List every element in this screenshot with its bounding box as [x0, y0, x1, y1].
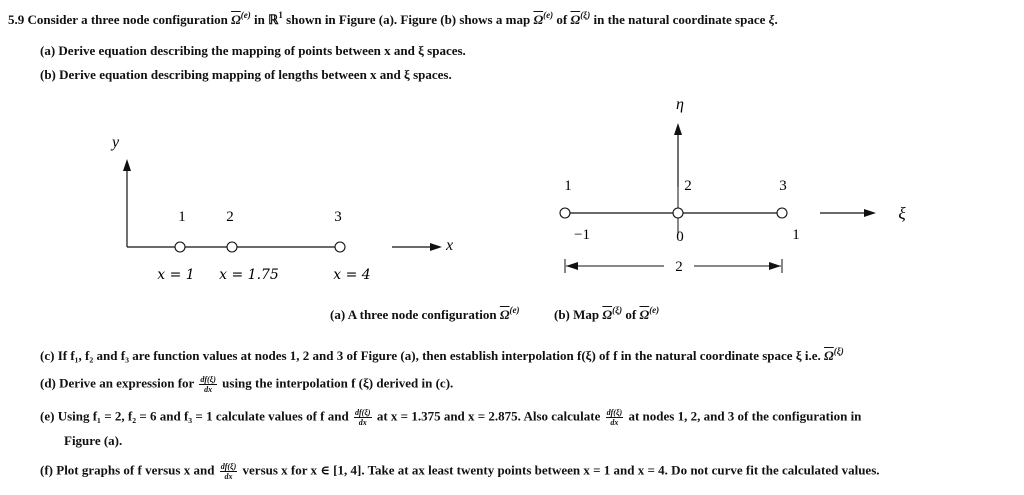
node-coordinate-3: x = 4 [333, 267, 371, 283]
figure-b-caption: (b) Map $\overline{\Omega}^{(\xi)}$ of $\overline{\Omega}^{(e)}$ [554, 305, 660, 322]
xi-coordinate-1: −1 [574, 227, 590, 243]
xi-axis-label: ξ [898, 204, 906, 223]
y-axis-arrow-icon [123, 159, 131, 171]
figures [0, 95, 1024, 335]
xi-coordinate-3: 1 [792, 227, 800, 243]
xi-node-number-1: 1 [564, 178, 572, 194]
node-2-marker [227, 242, 237, 252]
derivative-fraction: $\frac{df(\xi)}{dx}$ [200, 375, 216, 394]
length-label: 2 [675, 259, 683, 275]
problem-statement: 5.9 Consider a three node configuration $\overline{\Omega}^{(e)}$ in ℝ$^1$ shown in Figure (a). Figure (b) shows a map $\overline{\Omega}^{(e)}$ of $\overline{\Omega}^{(\xi)}$ in the natural coordinate space ξ. [8, 10, 778, 27]
derivative-fraction: $\frac{df(\xi)}{dx}$ [220, 462, 237, 481]
y-axis-label: y [112, 134, 120, 151]
xi-node-number-2: 2 [684, 178, 692, 194]
node-coordinate-1: x = 1 [157, 267, 195, 283]
length-left-arrow-icon [566, 262, 578, 270]
xi-axis-arrow-icon [864, 209, 876, 217]
node-coordinate-2: x = 1.75 [219, 267, 279, 283]
part-f: (f) Plot graphs of f versus x and $\frac{df(\xi)}{dx}$ versus x for x ∈ [1, 4]. Take at ax least twenty points between x = 1 and x = 4. Do not curve fit the calculated values. [40, 462, 880, 481]
derivative-fraction: $\frac{df(\xi)}{dx}$ [606, 408, 623, 427]
xi-node-number-3: 3 [779, 178, 787, 194]
part-c: (c) If f₁, f₂ and f₃ are function values at nodes 1, 2 and 3 of Figure (a), then establish interpolation f(ξ) of f in the natural coordinate space ξ i.e. $\overline{\Omega}^{(\xi)}$ [40, 346, 844, 363]
xi-node-1-marker [560, 208, 570, 218]
part-d: (d) Derive an expression for $\frac{df(\xi)}{dx}$ using the interpolation f (ξ) derived in (c). [40, 375, 454, 394]
figure-a-caption: (a) A three node configuration $\overline{\Omega}^{(e)}$ [330, 305, 520, 322]
node-3-marker [335, 242, 345, 252]
xi-node-3-marker [777, 208, 787, 218]
part-a: (a) Derive equation describing the mapping of points between x and ξ spaces. [40, 43, 466, 58]
eta-axis-label: η [676, 96, 684, 113]
xi-node-2-marker [673, 208, 683, 218]
node-number-2: 2 [226, 209, 234, 225]
problem-number: 5.9 [8, 12, 25, 27]
xi-coordinate-2: 0 [676, 229, 684, 245]
x-axis-label: x [446, 237, 454, 254]
part-e: (e) Using f₁ = 2, f₂ = 6 and f₃ = 1 calculate values of f and $\frac{df(\xi)}{dx}$ at x = 1.375 and x = 2.875. Also calculate $\frac{df(\xi)}{dx}$ at nodes 1, 2, and 3 of the configuration in [40, 408, 862, 427]
length-right-arrow-icon [769, 262, 781, 270]
node-number-3: 3 [334, 209, 342, 225]
part-e-continued: Figure (a). [64, 433, 123, 448]
figure-b [560, 96, 906, 275]
node-1-marker [175, 242, 185, 252]
figure-a [110, 134, 453, 283]
part-b: (b) Derive equation describing mapping of lengths between x and ξ spaces. [40, 67, 452, 82]
node-number-1: 1 [178, 209, 186, 225]
eta-axis-arrow-icon [674, 123, 682, 135]
x-axis-arrow-icon [430, 243, 442, 251]
derivative-fraction: $\frac{df(\xi)}{dx}$ [354, 408, 371, 427]
